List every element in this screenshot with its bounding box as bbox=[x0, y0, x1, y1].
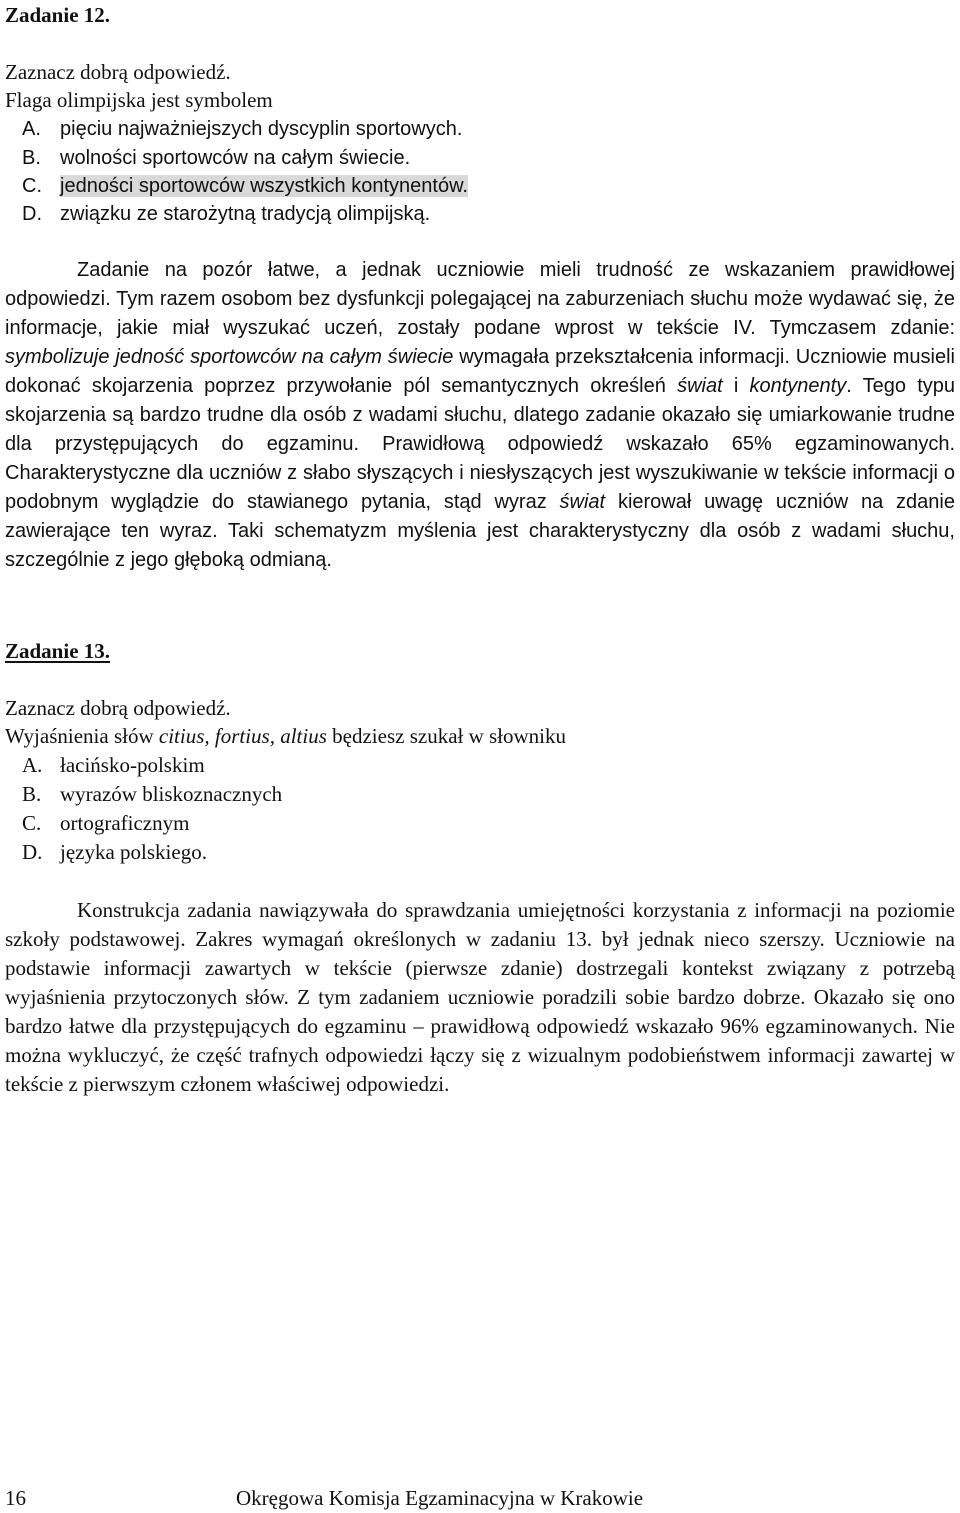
commentary-term: świat bbox=[677, 375, 723, 397]
task-12-option-a bbox=[22, 115, 462, 144]
footer-institution: Okręgowa Komisja Egzaminacyjna w Krakowie bbox=[236, 1486, 644, 1510]
option-letter: B. bbox=[22, 147, 41, 169]
task-12-instruction: Zaznacz dobrą odpowiedź. bbox=[5, 60, 231, 84]
commentary-text: kierował uwagę uczniów na zdanie zawierające ten wyraz. Taki schematyzm myślenia jest charakterystyczny dla osób z wadami słuchu, szczególnie z jego głęboką odmianą. bbox=[5, 491, 955, 571]
task-13-instruction: Zaznacz dobrą odpowiedź. bbox=[5, 696, 231, 720]
option-letter: B. bbox=[22, 782, 42, 806]
task-12-option-c bbox=[22, 172, 468, 201]
task-13-option-d bbox=[22, 838, 207, 867]
option-text: pięciu najważniejszych dyscyplin sportowych. bbox=[60, 118, 463, 140]
option-text: łacińsko-polskim bbox=[60, 753, 205, 777]
commentary-quote: symbolizuje jedność sportowców na całym świecie bbox=[5, 346, 454, 368]
task-13-option-c bbox=[22, 809, 189, 838]
option-text-highlighted: jedności sportowców wszystkich kontynentów. bbox=[60, 175, 468, 197]
option-letter: C. bbox=[22, 175, 42, 197]
option-letter: C. bbox=[22, 811, 42, 835]
task-13-option-b bbox=[22, 780, 282, 809]
option-text: ortograficznym bbox=[60, 811, 190, 835]
commentary-term: kontynenty bbox=[749, 375, 847, 397]
commentary-term: świat bbox=[559, 491, 606, 513]
question-text: Wyjaśnienia słów bbox=[5, 724, 154, 748]
task-12-question: Flaga olimpijska jest symbolem bbox=[5, 88, 273, 112]
task-13-heading: Zadanie 13. bbox=[5, 639, 111, 663]
option-letter: D. bbox=[22, 203, 42, 225]
question-latin-words: citius, fortius, altius bbox=[158, 724, 327, 748]
option-letter: D. bbox=[22, 840, 43, 864]
option-text: języka polskiego. bbox=[60, 840, 207, 864]
task-13-commentary: Konstrukcja zadania nawiązywała do sprawdzania umiejętności korzystania z informacji na poziomie szkoły podstawowej. Zakres wymagań określonych w zadaniu 13. był jednak nieco szerszy. Uczniowie na podstawie informacji zawartych w tekście (pierwsze zdanie) dostrzegali kontekst związany z potrzebą wyjaśnienia przytoczonych słów. Z tym zadaniem uczniowie poradzili sobie bardzo dobrze. Okazało się ono bardzo łatwe dla przystępujących do egzaminu – prawidłową odpowiedź wskazało 96% egzaminowanych. Nie można wykluczyć, że część trafnych odpowiedzi łączy się z wizualnym podobieństwem informacji zawartej w tekście z pierwszym członem właściwej odpowiedzi. bbox=[5, 898, 955, 1096]
option-text: wolności sportowców na całym świecie. bbox=[60, 147, 411, 169]
option-text: wyrazów bliskoznacznych bbox=[60, 782, 283, 806]
task-13-option-a bbox=[22, 751, 205, 780]
commentary-text: i bbox=[733, 375, 739, 397]
page-number: 16 bbox=[5, 1486, 26, 1510]
option-letter: A. bbox=[22, 753, 43, 777]
task-13-question bbox=[5, 722, 566, 751]
option-letter: A. bbox=[22, 118, 41, 140]
option-text: związku ze starożytną tradycją olimpijską. bbox=[60, 203, 431, 225]
commentary-text: Zadanie na pozór łatwe, a jednak uczniowie mieli trudność ze wskazaniem prawidłowej odpowiedzi. Tym razem osobom bez dysfunkcji polegającej na zaburzeniach słuchu może wydawać się, że informacje, jakie miał wyszukać uczeń, zostały podane wprost w tekście IV. Tymczasem zdanie: bbox=[5, 259, 955, 339]
question-text: będziesz szukał w słowniku bbox=[332, 724, 567, 748]
task-12-option-b bbox=[22, 144, 410, 173]
task-12-commentary bbox=[5, 256, 955, 575]
commentary-text: . Tego typu skojarzenia są bardzo trudne dla osób z wadami słuchu, dlatego zadanie okazało się umiarkowanie trudne dla przystępujących do egzaminu. Prawidłową odpowiedź wskazało 65% egzaminowanych. Charakterystyczne dla uczniów z słabo słyszących i niesłyszących jest wyszukiwanie w tekście informacji o podobnym wyglądzie do stawianego pytania, stąd wyraz bbox=[5, 375, 955, 513]
commentary-text: wymagała przekształcenia informacji. Uczniowie musieli dokonać skojarzenia poprzez przywołanie pól semantycznych określeń bbox=[5, 346, 955, 397]
task-12-heading: Zadanie 12. bbox=[5, 3, 111, 27]
task-12-option-d bbox=[22, 200, 430, 229]
